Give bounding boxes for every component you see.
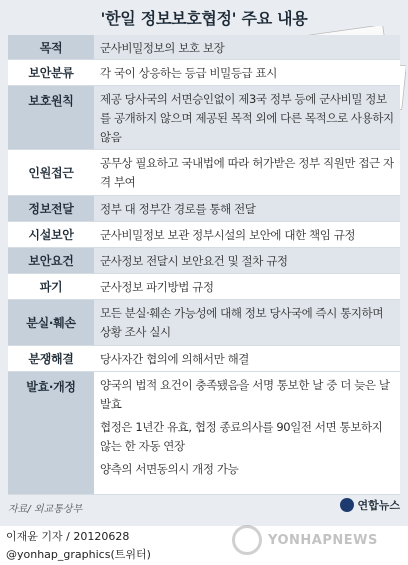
row-description: 당사자간 협의에 의해서만 해결 <box>94 346 400 371</box>
yonhap-logo-icon <box>340 498 354 512</box>
twitter-credit: @yonhap_graphics(트위터) <box>6 548 151 561</box>
watermark <box>232 520 408 560</box>
table-row <box>8 150 400 196</box>
row-category: 파기 <box>8 274 94 299</box>
row-category: 시설보안 <box>8 222 94 247</box>
logo-text: 연합뉴스 <box>357 499 400 512</box>
table-row <box>8 274 400 300</box>
table-row <box>8 300 400 346</box>
table-row <box>8 196 400 222</box>
table-row <box>8 248 400 274</box>
table-row <box>8 346 400 372</box>
row-category: 인원접근 <box>8 150 94 195</box>
table-row <box>8 35 400 60</box>
row-description: 제공 당사국의 서면승인없이 제3국 정부 등에 군사비밀 정보를 공개하지 않으며 제공된 목적 외에 다른 목적으로 사용하지 않음 <box>94 86 400 149</box>
table-row <box>8 60 400 86</box>
row-description: 정부 대 정부간 경로를 통해 전달 <box>94 196 400 221</box>
yonhap-logo <box>340 497 400 513</box>
row-category: 보안분류 <box>8 60 94 85</box>
row-description: 공무상 필요하고 국내법에 따라 허가받은 정부 직원만 접근 자격 부여 <box>94 150 400 195</box>
infographic-title: '한일 정보보호협정' 주요 내용 <box>100 9 308 28</box>
watermark-text: YONHAPNEWS <box>268 532 378 548</box>
row-category: 보호원칙 <box>8 86 94 149</box>
row-description: 군사정보 전달시 보안요건 및 절차 규정 <box>94 248 400 273</box>
table-row <box>8 86 400 150</box>
row-category: 보안요건 <box>8 248 94 273</box>
watermark-logo-icon <box>232 525 262 555</box>
row-category: 분쟁해결 <box>8 346 94 371</box>
table-row <box>8 372 400 495</box>
row-category: 목적 <box>8 35 94 59</box>
table-row <box>8 222 400 248</box>
source-note: 자료/ 외교통상부 <box>8 504 83 515</box>
row-description: 양국의 법적 요건이 충족됐음을 서명 통보한 날 중 더 늦은 날 발효 협정은 1년간 유효, 협정 종료의사를 90일전 서면 통보하지 않는 한 자동 연장 양측의 서면동의시 개정 가능 <box>94 372 400 494</box>
row-description: 군사비밀정보 보관 정부시설의 보안에 대한 책임 규정 <box>94 222 400 247</box>
row-category: 분실·훼손 <box>8 300 94 345</box>
row-description: 군사비밀정보의 보호 보장 <box>94 35 400 59</box>
author-credit: 이재윤 기자 / 20120628 <box>6 530 130 543</box>
row-description: 각 국이 상응하는 등급 비밀등급 표시 <box>94 60 400 85</box>
row-description: 군사정보 파기방법 규정 <box>94 274 400 299</box>
row-description: 모든 분실·훼손 가능성에 대해 정보 당사국에 즉시 통지하며 상황 조사 실시 <box>94 300 400 345</box>
row-category: 발효·개정 <box>8 372 94 494</box>
content-table <box>8 35 400 495</box>
row-category: 정보전달 <box>8 196 94 221</box>
